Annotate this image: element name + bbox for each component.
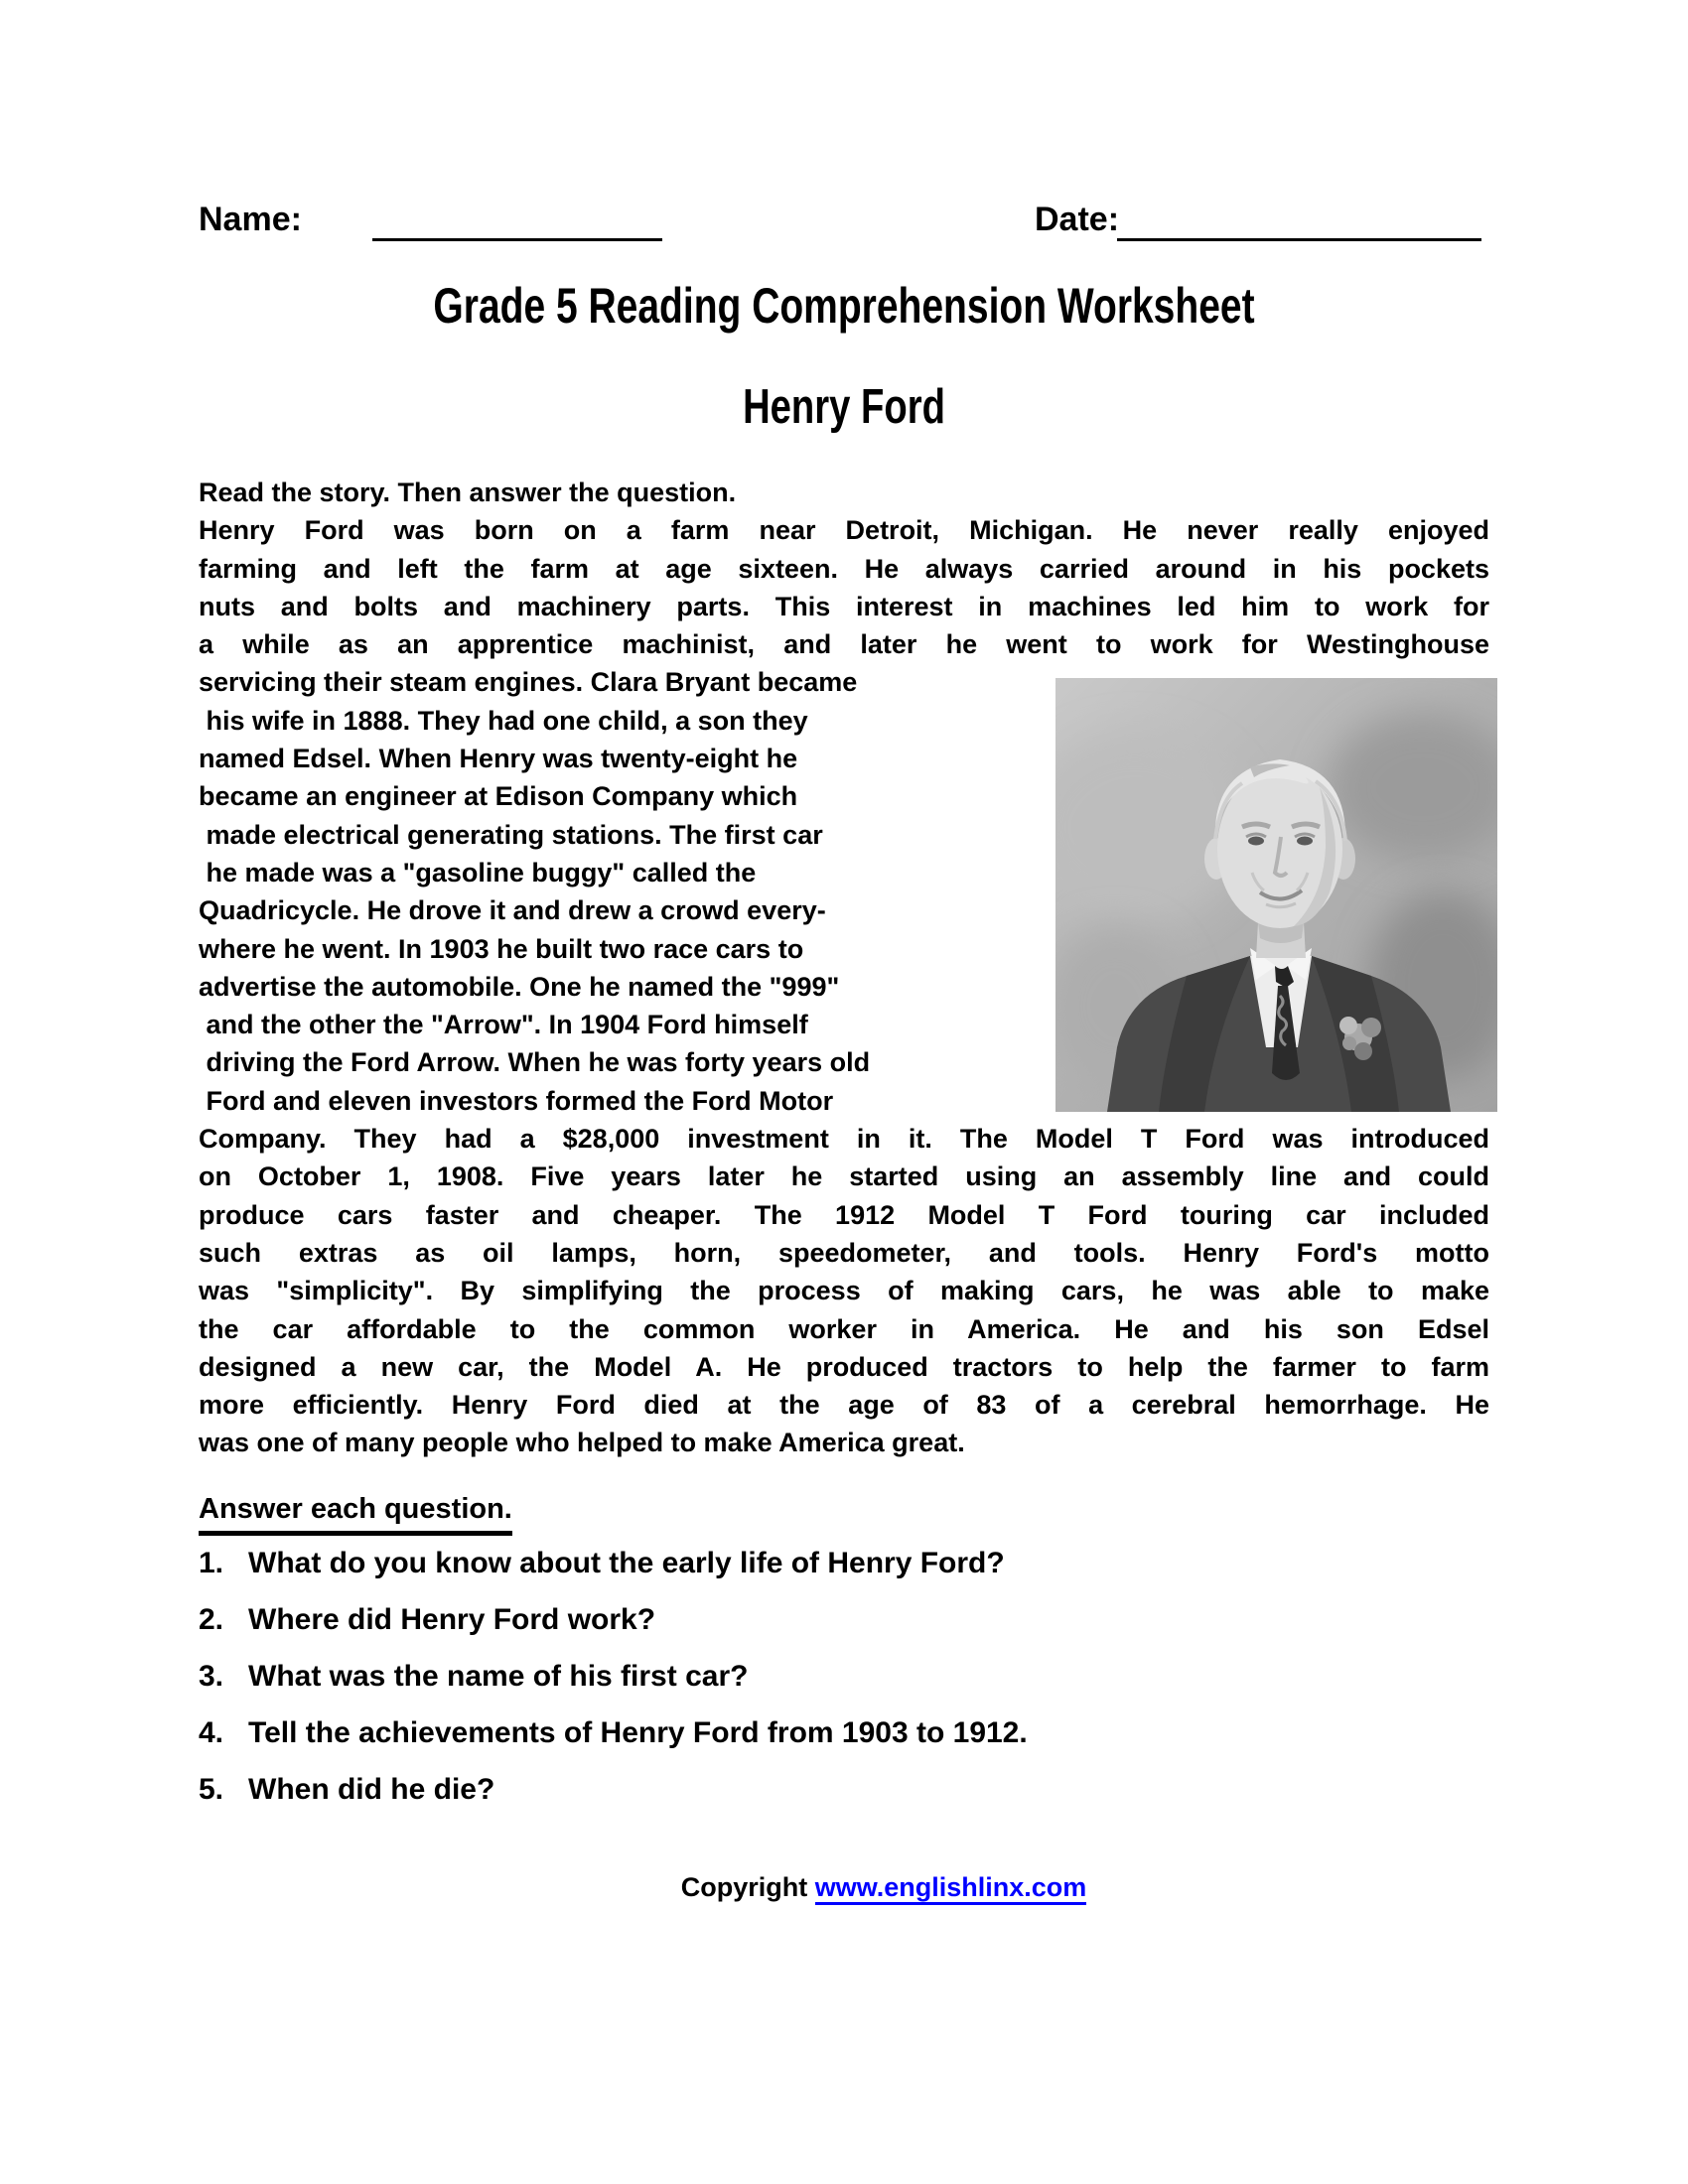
story-line: a while as an apprentice machinist, and later he went to work for Westinghouse — [199, 629, 1489, 660]
story-line: designed a new car, the Model A. He produced tractors to help the farmer to farm — [199, 1351, 1489, 1382]
question-item — [199, 1714, 1569, 1752]
story-line: such extras as oil lamps, horn, speedometer, and tools. Henry Ford's motto — [199, 1237, 1489, 1268]
henry-ford-photo — [1055, 678, 1497, 1112]
story-line: Ford and eleven investors formed the Ford Motor — [199, 1085, 834, 1116]
copyright-text: Copyright — [680, 1872, 808, 1902]
questions-list — [199, 1545, 1569, 1828]
question-number: 5. — [199, 1773, 224, 1806]
story-line: on October 1, 1908. Five years later he started using an assembly line and could — [199, 1161, 1489, 1192]
question-text: What do you know about the early life of Henry Ford? — [248, 1547, 1005, 1579]
story-line: Company. They had a $28,000 investment in it. The Model T Ford was introduced — [199, 1124, 1489, 1155]
story-line: Henry Ford was born on a farm near Detroit, Michigan. He never really enjoyed — [199, 515, 1489, 546]
story-title: Henry Ford — [743, 380, 945, 434]
question-item — [199, 1658, 1569, 1696]
question-item — [199, 1771, 1569, 1809]
name-label: Name: — [199, 201, 302, 238]
date-input-line[interactable] — [1117, 238, 1481, 241]
englishlinx-link[interactable]: www.englishlinx.com — [815, 1872, 1087, 1905]
story-line: became an engineer at Edison Company which — [199, 781, 798, 812]
name-input-line[interactable] — [372, 238, 662, 241]
question-number: 1. — [199, 1547, 224, 1579]
story-line: and the other the "Arrow". In 1904 Ford himself — [199, 1010, 808, 1040]
answer-heading — [199, 1490, 512, 1536]
question-text: When did he die? — [248, 1773, 495, 1806]
story-instructions: Read the story. Then answer the question. — [199, 478, 737, 507]
story-line: driving the Ford Arrow. When he was forty years old — [199, 1047, 871, 1078]
story-line: advertise the automobile. One he named the "999" — [199, 971, 840, 1002]
footer — [199, 1870, 1569, 1904]
story-line: nuts and bolts and machinery parts. This interest in machines led him to work for — [199, 591, 1489, 621]
question-number: 3. — [199, 1660, 224, 1693]
story-line: he made was a "gasoline buggy" called the — [199, 857, 757, 887]
story-line: his wife in 1888. They had one child, a son they — [199, 705, 808, 736]
story-line: servicing their steam engines. Clara Bryant became — [199, 667, 858, 698]
date-label: Date: — [1035, 201, 1120, 238]
question-item — [199, 1601, 1569, 1639]
question-number: 2. — [199, 1603, 224, 1636]
question-number: 4. — [199, 1716, 224, 1749]
story-line: farming and left the farm at age sixteen. He always carried around in his pockets — [199, 553, 1489, 584]
story-line: made electrical generating stations. The first car — [199, 819, 823, 850]
story-line: named Edsel. When Henry was twenty-eight he — [199, 744, 798, 774]
story-line: was one of many people who helped to make America great. — [199, 1428, 965, 1458]
question-text: Where did Henry Ford work? — [248, 1603, 656, 1636]
story-line: was "simplicity". By simplifying the process of making cars, he was able to make — [199, 1276, 1489, 1306]
story-line: more efficiently. Henry Ford died at the age of 83 of a cerebral hemorrhage. He — [199, 1390, 1489, 1421]
page-title: Grade 5 Reading Comprehension Worksheet — [433, 278, 1255, 334]
answer-heading-text: Answer each question. — [199, 1490, 512, 1536]
story-line: the car affordable to the common worker in America. He and his son Edsel — [199, 1313, 1489, 1344]
story-line: where he went. In 1903 he built two race cars to — [199, 933, 804, 964]
question-text: Tell the achievements of Henry Ford from 1903 to 1912. — [248, 1716, 1028, 1749]
question-text: What was the name of his first car? — [248, 1660, 749, 1693]
story-line: produce cars faster and cheaper. The 1912 Model T Ford touring car included — [199, 1199, 1489, 1230]
question-item — [199, 1545, 1569, 1582]
story-line: Quadricycle. He drove it and drew a crowd every- — [199, 895, 826, 926]
